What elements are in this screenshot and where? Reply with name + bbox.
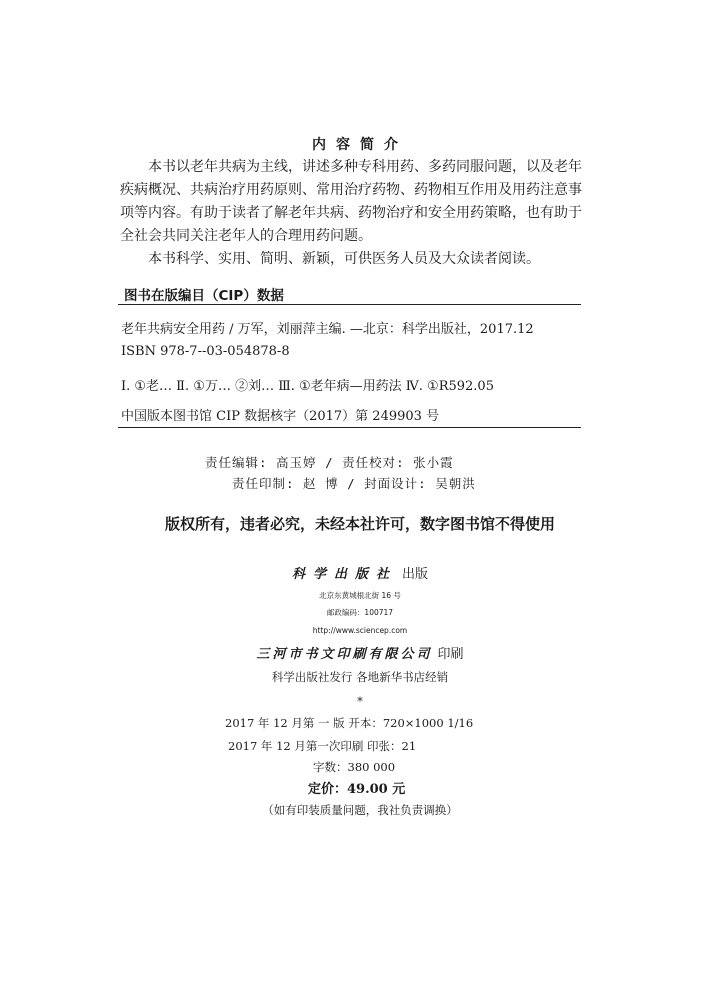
cip-bottom-rule	[118, 427, 581, 428]
printer-suffix: 印刷	[437, 647, 464, 662]
cip-record-number: 中国版本图书馆 CIP 数据核字（2017）第 249903 号	[121, 409, 440, 424]
cip-top-rule	[118, 304, 581, 305]
intro-paragraph-line: 疾病概况、共病治疗用药原则、常用治疗药物、药物相互作用及用药注意事	[120, 182, 582, 198]
intro-title: 内容简介	[312, 137, 408, 153]
cip-isbn: ISBN 978-7--03-054878-8	[121, 344, 290, 359]
price-line	[308, 778, 405, 797]
intro-paragraph-line: 项等内容。有助于读者了解老年共病、药物治疗和安全用药策略，也有助于	[120, 205, 582, 221]
publisher-name: 科学出版社	[291, 567, 397, 582]
separator-star: *	[357, 694, 363, 708]
cip-title-line: 老年共病安全用药 / 万军，刘丽萍主编. —北京：科学出版社，2017.12	[121, 322, 534, 337]
intro-paragraph-line: 本书以老年共病为主线，讲述多种专科用药、多药同服问题，以及老年	[148, 159, 582, 175]
price-label: 定价：	[308, 782, 348, 797]
cip-classification: Ⅰ. ①老… Ⅱ. ①万… ②刘… Ⅲ. ①老年病—用药法 Ⅳ. ①R592.05	[121, 379, 494, 394]
copyright-warning: 版权所有，违者必究，未经本社许可，数字图书馆不得使用	[164, 515, 555, 533]
quality-note: （如有印装质量问题，我社负责调换）	[262, 803, 458, 817]
intro-paragraph-line: 全社会共同关注老年人的合理用药问题。	[120, 228, 372, 244]
publisher-postcode: 邮政编码：100717	[326, 608, 394, 617]
publisher-address: 北京东黄城根北街 16 号	[319, 591, 401, 600]
price-value: 49.00 元	[347, 782, 406, 797]
credits-editors: 责任编辑: 高玉婷 / 责任校对: 张小霞	[205, 455, 454, 470]
intro-paragraph-line: 本书科学、实用、简明、新颖，可供医务人员及大众读者阅读。	[148, 251, 540, 267]
word-count: 字数：380 000	[313, 760, 396, 774]
credits-printing: 责任印制: 赵 博 / 封面设计: 吴朝洪	[232, 476, 476, 491]
publisher-suffix: 出版	[402, 567, 429, 582]
edition-info: 2017 年 12 月第 一 版 开本：720×1000 1/16	[225, 716, 474, 730]
printer-name: 三河市书文印刷有限公司	[256, 647, 433, 662]
cip-heading: 图书在版编目（CIP）数据	[124, 288, 284, 304]
distribution-info: 科学出版社发行 各地新华书店经销	[271, 670, 449, 684]
publisher-website: http://www.sciencep.com	[312, 626, 408, 635]
printing-info: 2017 年 12 月第一次印刷 印张：21	[228, 739, 417, 753]
printer-line	[0, 643, 720, 662]
publisher-line	[0, 563, 720, 582]
